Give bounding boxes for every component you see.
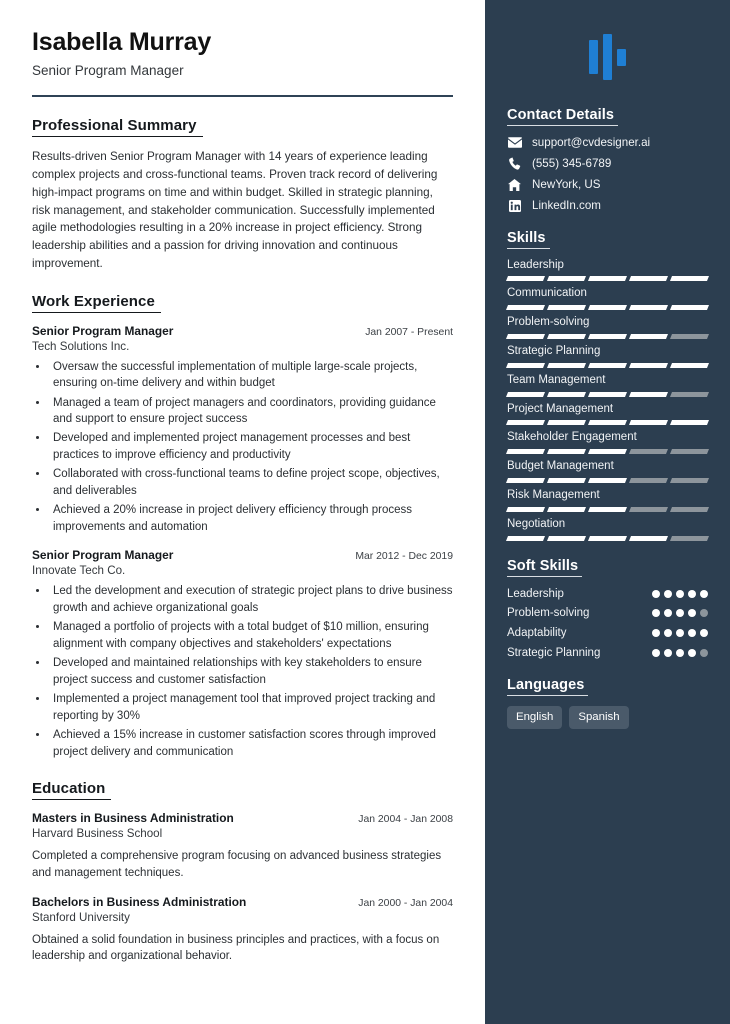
skill-segment [506, 478, 545, 483]
soft-skill-rating [652, 606, 708, 617]
skill-label: Project Management [507, 402, 614, 415]
work-entry-organization: Innovate Tech Co. [32, 564, 126, 578]
skill-segment [670, 420, 709, 425]
envelope-icon [507, 137, 522, 148]
rating-dot [700, 629, 708, 637]
skill-segment [670, 392, 709, 397]
education-entry-header [32, 811, 453, 825]
contact-value: LinkedIn.com [532, 198, 601, 212]
skill-level-bar [507, 449, 708, 454]
work-entry-date: Mar 2012 - Dec 2019 [355, 551, 453, 563]
skill-segment [670, 363, 709, 368]
skill-label: Team Management [507, 373, 606, 386]
soft-skill-item [507, 606, 708, 621]
soft-skill-label: Leadership [507, 587, 564, 600]
work-entry-role: Senior Program Manager [32, 323, 174, 338]
skill-level-bar [507, 305, 708, 310]
soft-skill-item [507, 626, 708, 641]
contact-item[interactable] [507, 136, 708, 150]
skill-segment [629, 507, 668, 512]
skill-segment [588, 334, 627, 339]
work-entry-header [32, 548, 453, 562]
bullet-item: • Developed and implemented project management processes and best practices to improve efficiency and productivity [49, 430, 453, 463]
education-section [32, 780, 453, 965]
bullet-item: • Oversaw the successful implementation of multiple large-scale projects, ensuring on-time delivery and within budget [49, 359, 453, 392]
skill-segment [670, 478, 709, 483]
linkedin-icon [507, 200, 522, 212]
bullet-item: • Implemented a project management tool that improved project tracking and reporting by 30% [49, 691, 453, 724]
header-divider [32, 95, 453, 97]
skill-segment [506, 363, 545, 368]
languages-section [507, 676, 708, 728]
soft-skills-list [507, 587, 708, 661]
skill-label: Risk Management [507, 489, 600, 501]
rating-dot [664, 629, 672, 637]
skill-label: Budget Management [507, 460, 614, 473]
rating-dot [676, 609, 684, 617]
bullet-item: • Developed and maintained relationships with key stakeholders to ensure project success and customer satisfaction [49, 655, 453, 688]
logo-bar-center [603, 34, 612, 80]
work-entry-role: Senior Program Manager [32, 548, 174, 563]
skill-label: Problem-solving [507, 316, 590, 329]
candidate-name: Isabella Murray [32, 28, 212, 56]
skill-segment [506, 392, 545, 397]
contact-item[interactable] [507, 157, 708, 171]
skill-segment [588, 276, 627, 281]
skill-label: Leadership [507, 258, 564, 271]
rating-dot [688, 629, 696, 637]
language-chip: Spanish [569, 706, 628, 728]
skill-label: Communication [507, 287, 587, 300]
skill-level-bar [507, 507, 708, 512]
skill-segment [629, 420, 668, 425]
contact-value: NewYork, US [532, 177, 601, 191]
bullet-item: • Collaborated with cross-functional teams to define project scope, objectives, and deliverables [49, 466, 453, 499]
phone-icon [507, 157, 522, 170]
work-entry [32, 324, 453, 536]
skill-item [507, 345, 708, 368]
skill-segment [506, 449, 545, 454]
rating-dot [688, 649, 696, 657]
skill-segment [547, 449, 586, 454]
education-entry-degree: Masters in Business Administration [32, 811, 234, 826]
skill-segment [588, 507, 627, 512]
work-entry-organization: Tech Solutions Inc. [32, 339, 130, 353]
rating-dot [688, 609, 696, 617]
rating-dot [688, 590, 696, 598]
rating-dot [700, 649, 708, 657]
skill-label: Negotiation [507, 517, 566, 530]
three-bars-logo [507, 26, 708, 88]
skill-item [507, 489, 708, 512]
skill-item [507, 287, 708, 310]
skill-segment [629, 392, 668, 397]
work-experience-section [32, 293, 453, 760]
work-entry-bullets [49, 583, 453, 760]
contact-list [507, 136, 708, 213]
section-heading-soft-skills: Soft Skills [507, 558, 582, 577]
logo-bar-right [617, 49, 626, 66]
education-entry-description: Completed a comprehensive program focusing on advanced business strategies and management techniques. [32, 850, 442, 879]
skill-segment [547, 305, 586, 310]
skill-label: Strategic Planning [507, 345, 601, 358]
skill-segment [547, 420, 586, 425]
work-entry-date: Jan 2007 - Present [365, 326, 453, 338]
skill-segment [670, 276, 709, 281]
education-entry [32, 895, 453, 965]
languages-list [507, 706, 708, 728]
education-entry-date: Jan 2004 - Jan 2008 [358, 814, 453, 826]
soft-skill-label: Strategic Planning [507, 646, 601, 659]
education-entry-degree: Bachelors in Business Administration [32, 894, 247, 909]
rating-dot [700, 590, 708, 598]
soft-skills-section [507, 557, 708, 661]
skills-list [507, 259, 708, 541]
bullet-item: • Managed a team of project managers and coordinators, providing guidance and support to ensure project success [49, 395, 453, 428]
skill-segment [506, 420, 545, 425]
skill-item [507, 431, 708, 454]
resume-header [32, 28, 453, 97]
skill-segment [547, 478, 586, 483]
skill-level-bar [507, 276, 708, 281]
contact-item[interactable] [507, 178, 708, 192]
skill-segment [629, 363, 668, 368]
skills-section [507, 229, 708, 541]
skill-segment [506, 536, 545, 541]
skill-label: Stakeholder Engagement [507, 431, 637, 444]
work-entry [32, 548, 453, 760]
contact-value: (555) 345-6789 [532, 156, 612, 170]
education-entry-school: Harvard Business School [32, 827, 163, 841]
skill-segment [588, 536, 627, 541]
skill-segment [547, 363, 586, 368]
contact-item[interactable] [507, 199, 708, 213]
rating-dot [700, 609, 708, 617]
rating-dot [676, 590, 684, 598]
logo-bar-left [589, 40, 598, 74]
skill-segment [670, 305, 709, 310]
skill-level-bar [507, 334, 708, 339]
professional-summary-section [32, 117, 453, 272]
section-heading-languages: Languages [507, 677, 588, 696]
rating-dot [664, 609, 672, 617]
rating-dot [664, 649, 672, 657]
rating-dot [652, 649, 660, 657]
skill-segment [547, 276, 586, 281]
skill-segment [588, 363, 627, 368]
skill-segment [629, 334, 668, 339]
bullet-item: • Led the development and execution of strategic project plans to drive business growth and achieve organizational goals [49, 583, 453, 616]
skill-segment [547, 507, 586, 512]
section-heading-skills: Skills [507, 230, 550, 249]
skill-segment [547, 536, 586, 541]
education-entry-date: Jan 2000 - Jan 2004 [358, 897, 453, 909]
skill-level-bar [507, 363, 708, 368]
skill-item [507, 403, 708, 426]
education-entry [32, 811, 453, 881]
work-entry-header [32, 324, 453, 338]
soft-skill-label: Problem-solving [507, 607, 590, 620]
skill-segment [629, 536, 668, 541]
work-entry-bullets [49, 359, 453, 536]
language-chip: English [507, 706, 562, 728]
work-entries-list [32, 324, 453, 760]
bullet-item: • Achieved a 20% increase in project delivery efficiency through process improvements and automation [49, 502, 453, 535]
skill-segment [506, 276, 545, 281]
skill-segment [670, 449, 709, 454]
skill-segment [588, 420, 627, 425]
skill-segment [629, 276, 668, 281]
skill-segment [629, 305, 668, 310]
skill-segment [588, 449, 627, 454]
bullet-item: • Managed a portfolio of projects with a total budget of $10 million, ensuring alignment with company objectives and stakeholders' expectations [49, 619, 453, 652]
section-heading-education: Education [32, 780, 111, 800]
candidate-job-title: Senior Program Manager [32, 62, 184, 78]
education-entry-header [32, 895, 453, 909]
skill-level-bar [507, 536, 708, 541]
soft-skill-rating [652, 587, 708, 598]
skill-segment [506, 507, 545, 512]
skill-segment [670, 536, 709, 541]
skill-item [507, 316, 708, 339]
rating-dot [652, 590, 660, 598]
skill-item [507, 518, 708, 541]
soft-skill-item [507, 587, 708, 602]
skill-level-bar [507, 478, 708, 483]
section-heading-summary: Professional Summary [32, 117, 203, 137]
section-heading-work: Work Experience [32, 293, 161, 313]
skill-segment [588, 305, 627, 310]
soft-skill-label: Adaptability [507, 627, 567, 640]
soft-skill-rating [652, 646, 708, 657]
contact-details-section [507, 106, 708, 213]
education-entry-school: Stanford University [32, 910, 130, 924]
skill-item [507, 259, 708, 282]
sidebar [485, 0, 730, 1024]
education-entry-description: Obtained a solid foundation in business principles and practices, with a focus on leadership and organizational behavior. [32, 933, 440, 963]
skill-segment [506, 305, 545, 310]
rating-dot [652, 609, 660, 617]
rating-dot [676, 629, 684, 637]
summary-text: Results-driven Senior Program Manager with 14 years of experience leading complex projects and cross-functional teams. Proven track record of delivering high-impact programs on time and within budget. Skilled in strategic planning, risk management, and stakeholder communication. Successfully implemented agile methodologies resulting in a 20% increase in project efficiency. Strong leadership abilities and a passion for driving innovation and continuous improvement. [32, 150, 438, 270]
section-heading-contact: Contact Details [507, 107, 618, 126]
skill-level-bar [507, 392, 708, 397]
contact-value: support@cvdesigner.ai [532, 136, 651, 149]
skill-item [507, 460, 708, 483]
skill-segment [547, 334, 586, 339]
home-icon [507, 179, 522, 191]
soft-skill-rating [652, 626, 708, 637]
skill-segment [629, 449, 668, 454]
skill-level-bar [507, 420, 708, 425]
skill-segment [588, 392, 627, 397]
skill-item [507, 374, 708, 397]
education-entries-list [32, 811, 453, 965]
skill-segment [547, 392, 586, 397]
soft-skill-item [507, 646, 708, 661]
rating-dot [676, 649, 684, 657]
skill-segment [588, 478, 627, 483]
skill-segment [506, 334, 545, 339]
rating-dot [652, 629, 660, 637]
bullet-item: • Achieved a 15% increase in customer satisfaction scores through improved project delivery and communication [49, 727, 453, 760]
skill-segment [629, 478, 668, 483]
rating-dot [664, 590, 672, 598]
skill-segment [670, 334, 709, 339]
skill-segment [670, 507, 709, 512]
